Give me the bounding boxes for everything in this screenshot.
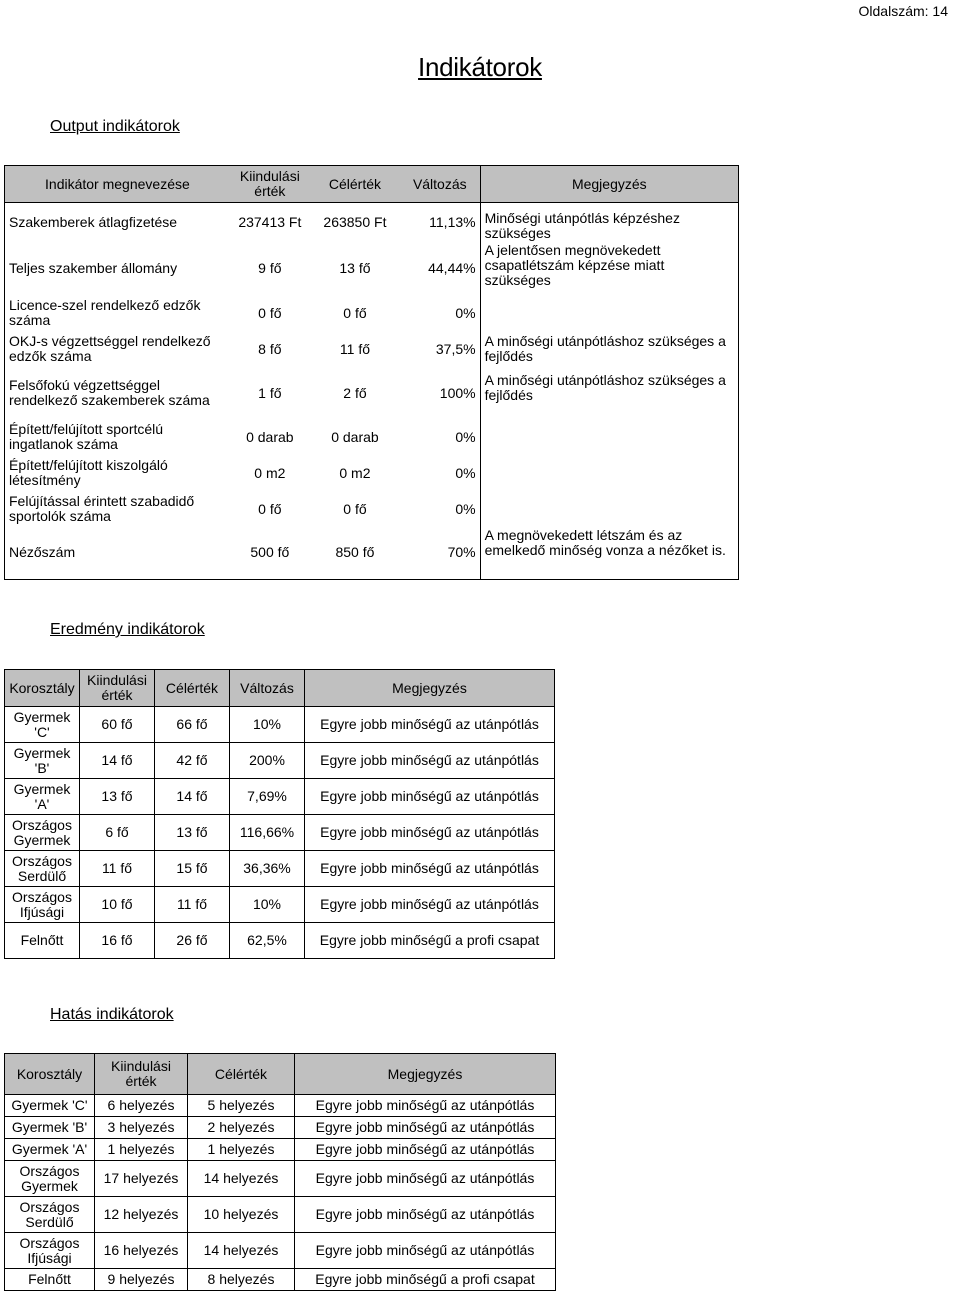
age-group: Országos Serdülő [5, 851, 80, 887]
table-row [5, 527, 739, 579]
target-value: 0 fő [343, 500, 367, 517]
table-row [5, 367, 739, 419]
target-value: 42 fő [155, 743, 230, 779]
table-row [5, 331, 739, 367]
start-value: 1 helyezés [95, 1139, 188, 1161]
age-group: Felnőtt [5, 923, 80, 959]
start-value: 3 helyezés [95, 1117, 188, 1139]
indicator-name: Felújítással érintett szabadidő sportolók száma [9, 493, 195, 524]
table-row [5, 923, 555, 959]
start-value: 6 helyezés [95, 1095, 188, 1117]
page-number: Oldalszám: 14 [858, 3, 948, 19]
start-value: 16 helyezés [95, 1233, 188, 1269]
note: Egyre jobb minőségű az utánpótlás [305, 887, 555, 923]
change-value: 44,44% [428, 259, 476, 276]
start-value: 500 fő [250, 544, 290, 561]
header-indicator-name: Indikátor megnevezése [5, 166, 230, 203]
start-value: 12 helyezés [95, 1197, 188, 1233]
change-value: 36,36% [230, 851, 305, 887]
target-value: 14 helyezés [188, 1233, 295, 1269]
note: Egyre jobb minőségű az utánpótlás [295, 1117, 556, 1139]
header-target-value: Célérték [155, 670, 230, 707]
start-value: 9 fő [258, 259, 282, 276]
target-value: 263850 Ft [323, 213, 387, 230]
change-value: 62,5% [230, 923, 305, 959]
note: Egyre jobb minőségű az utánpótlás [295, 1139, 556, 1161]
table-row [5, 455, 739, 491]
note [480, 455, 738, 491]
header-age-group: Korosztály [5, 1054, 95, 1095]
table-row [5, 241, 739, 295]
age-group: Országos Ifjúsági [5, 887, 80, 923]
target-value: 15 fő [155, 851, 230, 887]
note: Egyre jobb minőségű az utánpótlás [305, 743, 555, 779]
start-value: 0 darab [246, 428, 294, 445]
start-value: 6 fő [80, 815, 155, 851]
note: Egyre jobb minőségű az utánpótlás [305, 815, 555, 851]
start-value: 13 fő [80, 779, 155, 815]
header-change: Változás [230, 670, 305, 707]
note: Egyre jobb minőségű az utánpótlás [305, 707, 555, 743]
indicator-name: Teljes szakember állomány [9, 259, 178, 276]
start-value: 0 m2 [254, 464, 286, 481]
change-value: 0% [455, 464, 476, 481]
table-row [5, 419, 739, 455]
output-indicators-table [4, 165, 739, 580]
age-group: Gyermek 'B' [5, 1117, 95, 1139]
indicator-name: Nézőszám [9, 544, 76, 561]
note: Egyre jobb minőségű az utánpótlás [305, 779, 555, 815]
target-value: 2 helyezés [188, 1117, 295, 1139]
start-value: 1 fő [258, 384, 282, 401]
change-value: 11,13% [429, 213, 476, 230]
start-value: 10 fő [80, 887, 155, 923]
note: Egyre jobb minőségű az utánpótlás [295, 1233, 556, 1269]
table-row [5, 1139, 556, 1161]
target-value: 11 fő [155, 887, 230, 923]
table-row [5, 887, 555, 923]
start-value: 0 fő [258, 500, 282, 517]
target-value: 26 fő [155, 923, 230, 959]
start-value: 0 fő [258, 304, 282, 321]
start-value: 17 helyezés [95, 1161, 188, 1197]
change-value: 10% [230, 887, 305, 923]
table-row [5, 1233, 556, 1269]
note: Egyre jobb minőségű a profi csapat [305, 923, 555, 959]
change-value: 37,5% [435, 340, 476, 357]
table-row [5, 491, 739, 527]
change-value: 0% [455, 304, 476, 321]
table-row [5, 815, 555, 851]
header-note: Megjegyzés [480, 166, 738, 203]
header-start-value: Kiindulási érték [230, 166, 310, 203]
table-row [5, 1117, 556, 1139]
target-value: 850 fő [335, 544, 375, 561]
target-value: 0 fő [343, 304, 367, 321]
age-group: Gyermek 'C' [5, 707, 80, 743]
table-row [5, 203, 739, 242]
impact-indicators-table [4, 1053, 556, 1291]
change-value: 116,66% [230, 815, 305, 851]
start-value: 8 fő [258, 340, 282, 357]
page-title: Indikátorok [418, 52, 542, 82]
note [480, 491, 738, 527]
target-value: 5 helyezés [188, 1095, 295, 1117]
target-value: 10 helyezés [188, 1197, 295, 1233]
table-header-row [5, 1054, 556, 1095]
target-value: 66 fő [155, 707, 230, 743]
table-row [5, 1269, 556, 1291]
age-group: Országos Serdülő [5, 1197, 95, 1233]
indicator-name: Szakemberek átlagfizetése [9, 213, 178, 230]
table-header-row [5, 670, 555, 707]
age-group: Országos Gyermek [5, 1161, 95, 1197]
header-start-value: Kiindulási érték [95, 1054, 188, 1095]
age-group: Országos Ifjúsági [5, 1233, 95, 1269]
start-value: 11 fő [80, 851, 155, 887]
output-section-title: Output indikátorok [50, 118, 180, 135]
note: Egyre jobb minőségű a profi csapat [295, 1269, 556, 1291]
impact-section-title: Hatás indikátorok [50, 1006, 174, 1023]
indicator-name: Felsőfokú végzettséggel rendelkező szakemberek száma [9, 377, 210, 408]
target-value: 13 fő [339, 259, 371, 276]
header-start-value: Kiindulási érték [80, 670, 155, 707]
table-row [5, 1161, 556, 1197]
target-value: 1 helyezés [188, 1139, 295, 1161]
note: Egyre jobb minőségű az utánpótlás [295, 1095, 556, 1117]
table-row [5, 1197, 556, 1233]
change-value: 100% [439, 384, 476, 401]
start-value: 14 fő [80, 743, 155, 779]
result-section-title: Eredmény indikátorok [50, 621, 205, 638]
table-row [5, 1095, 556, 1117]
change-value: 200% [230, 743, 305, 779]
result-indicators-table [4, 669, 555, 959]
start-value: 9 helyezés [95, 1269, 188, 1291]
table-row [5, 851, 555, 887]
age-group: Gyermek 'C' [5, 1095, 95, 1117]
note: A minőségi utánpótláshoz szükséges a fejlődés [480, 331, 738, 367]
indicator-name: Épített/felújított sportcélú ingatlanok száma [9, 421, 164, 452]
note [480, 419, 738, 455]
target-value: 0 darab [331, 428, 379, 445]
target-value: 2 fő [343, 384, 367, 401]
note: A minőségi utánpótláshoz szükséges a fejlődés [480, 367, 738, 419]
table-header-row [5, 166, 739, 203]
table-row [5, 743, 555, 779]
age-group: Felnőtt [5, 1269, 95, 1291]
header-note: Megjegyzés [305, 670, 555, 707]
target-value: 0 m2 [339, 464, 371, 481]
change-value: 70% [447, 544, 476, 561]
header-target-value: Célérték [188, 1054, 295, 1095]
indicator-name: OKJ-s végzettséggel rendelkező edzők száma [9, 333, 211, 364]
target-value: 14 helyezés [188, 1161, 295, 1197]
note: Egyre jobb minőségű az utánpótlás [295, 1161, 556, 1197]
change-value: 0% [455, 500, 476, 517]
note: Minőségi utánpótlás képzéshez szükséges [480, 203, 738, 242]
header-change: Változás [400, 166, 480, 203]
target-value: 11 fő [339, 340, 370, 357]
start-value: 60 fő [80, 707, 155, 743]
indicator-name: Épített/felújított kiszolgáló létesítmény [9, 457, 168, 488]
header-age-group: Korosztály [5, 670, 80, 707]
age-group: Gyermek 'B' [5, 743, 80, 779]
target-value: 14 fő [155, 779, 230, 815]
note [480, 295, 738, 331]
age-group: Gyermek 'A' [5, 779, 80, 815]
age-group: Gyermek 'A' [5, 1139, 95, 1161]
note: Egyre jobb minőségű az utánpótlás [295, 1197, 556, 1233]
change-value: 0% [455, 428, 476, 445]
age-group: Országos Gyermek [5, 815, 80, 851]
header-target-value: Célérték [310, 166, 400, 203]
change-value: 7,69% [230, 779, 305, 815]
target-value: 8 helyezés [188, 1269, 295, 1291]
table-row [5, 779, 555, 815]
note: A jelentősen megnövekedett csapatlétszám képzése miatt szükséges [480, 241, 738, 295]
target-value: 13 fő [155, 815, 230, 851]
start-value: 237413 Ft [238, 213, 302, 230]
start-value: 16 fő [80, 923, 155, 959]
change-value: 10% [230, 707, 305, 743]
indicator-name: Licence-szel rendelkező edzők száma [9, 297, 201, 328]
note: Egyre jobb minőségű az utánpótlás [305, 851, 555, 887]
header-note: Megjegyzés [295, 1054, 556, 1095]
table-row [5, 707, 555, 743]
table-row [5, 295, 739, 331]
note: A megnövekedett létszám és az emelkedő minőség vonza a nézőket is. [480, 527, 738, 579]
